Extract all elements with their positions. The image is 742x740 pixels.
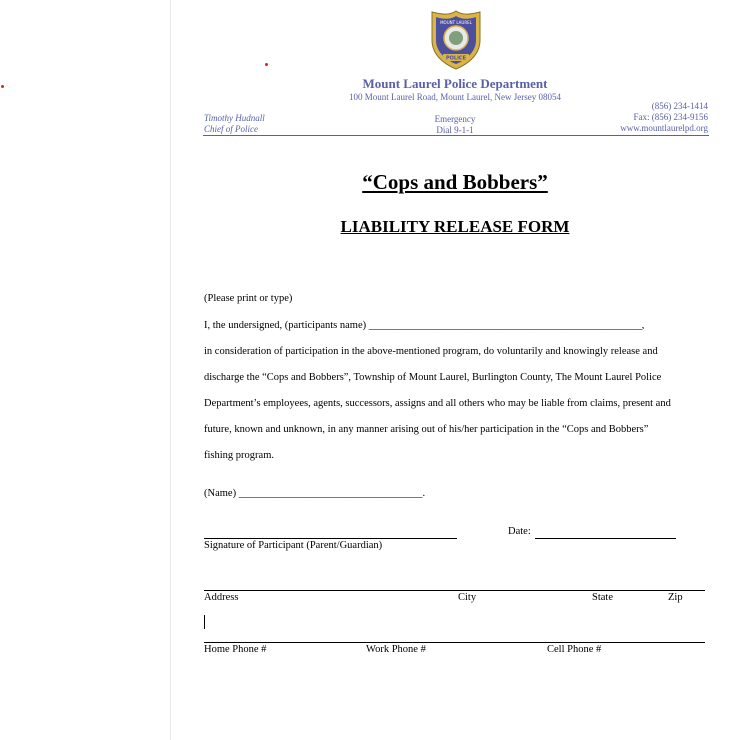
cell-phone-label: Cell Phone # — [547, 644, 602, 655]
header-divider — [203, 135, 709, 136]
phone-line[interactable] — [204, 642, 705, 643]
state-label: State — [592, 592, 613, 603]
document-margin — [0, 0, 170, 740]
badge-text-bottom: POLICE — [445, 55, 467, 62]
website: www.mountlaurelpd.org — [620, 123, 708, 133]
police-badge-logo — [430, 10, 482, 70]
form-subtitle: LIABILITY RELEASE FORM — [340, 217, 570, 236]
zip-label: Zip — [668, 592, 683, 603]
emergency-label: Emergency — [434, 114, 476, 124]
badge-text-top: MOUNT LAUREL — [440, 20, 472, 25]
release-paragraph-line: future, known and unknown, in any manner arising out of his/her participation in the “Cops and Bobbers” — [204, 424, 649, 435]
signature-label: Signature of Participant (Parent/Guardian) — [204, 540, 383, 551]
text-cursor — [204, 615, 205, 629]
work-phone-label: Work Phone # — [366, 644, 426, 655]
department-name: Mount Laurel Police Department — [362, 76, 548, 91]
phone-number: (856) 234-1414 — [651, 101, 708, 111]
chief-title: Chief of Police — [204, 124, 258, 134]
date-label: Date: — [508, 526, 531, 537]
release-paragraph-line: in consideration of participation in the above-mentioned program, do voluntarily and knowingly release and — [204, 346, 658, 357]
department-address: 100 Mount Laurel Road, Mount Laurel, New Jersey 08054 — [349, 92, 561, 102]
release-paragraph-line: fishing program. — [204, 450, 274, 461]
release-paragraph-line: discharge the “Cops and Bobbers”, Township of Mount Laurel, Burlington County, The Mount Laurel Police — [204, 372, 662, 383]
emergency-number: Dial 9-1-1 — [436, 125, 474, 135]
signature-line[interactable] — [204, 538, 457, 539]
participant-name-line[interactable]: I, the undersigned, (participants name) ____________________________________________________, — [204, 320, 645, 331]
fax-number: Fax: (856) 234-9156 — [633, 112, 708, 122]
red-dot-marker — [265, 63, 268, 66]
print-note: (Please print or type) — [204, 293, 293, 304]
form-title: “Cops and Bobbers” — [362, 170, 548, 194]
address-line[interactable] — [204, 590, 705, 591]
name-line[interactable]: (Name) ___________________________________. — [204, 488, 426, 499]
release-paragraph-line: Department’s employees, agents, successors, assigns and all others who may be liable from claims, present and — [204, 398, 671, 409]
city-label: City — [458, 592, 477, 603]
page-edge — [170, 0, 171, 740]
red-dot-marker — [1, 85, 4, 88]
date-line[interactable] — [535, 538, 676, 539]
chief-name: Timothy Hudnall — [204, 113, 265, 123]
address-label: Address — [204, 592, 239, 603]
home-phone-label: Home Phone # — [204, 644, 267, 655]
